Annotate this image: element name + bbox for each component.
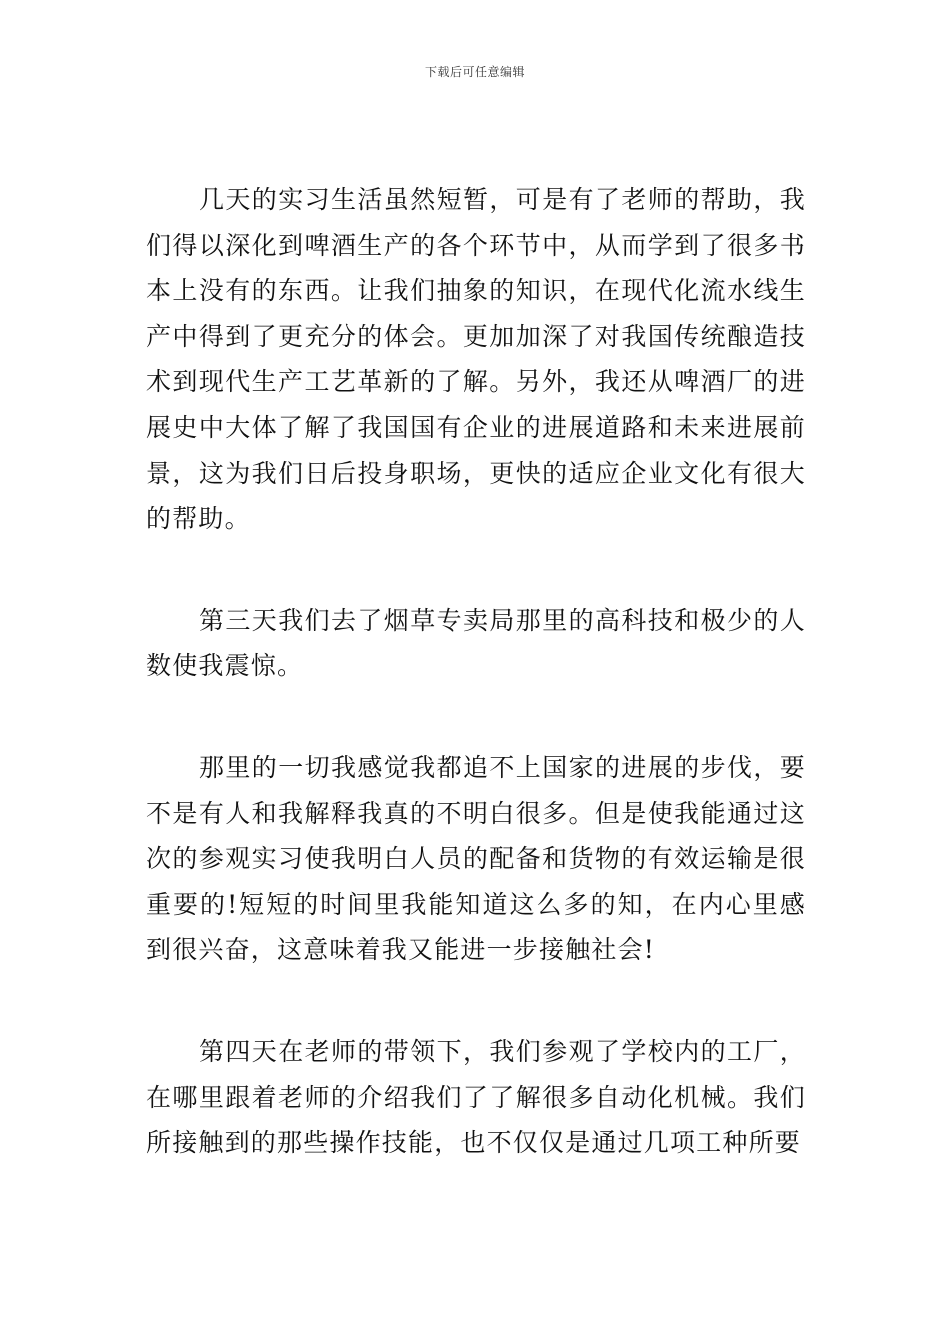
paragraph-2: 第三天我们去了烟草专卖局那里的高科技和极少的人数使我震惊。 xyxy=(146,605,806,681)
paragraph-1: 几天的实习生活虽然短暂，可是有了老师的帮助，我们得以深化到啤酒生产的各个环节中，从而学到了很多书本上没有的东西。让我们抽象的知识，在现代化流水线生产中得到了更充分的体会。更加加深了对我国传统酿造技术到现代生产工艺革新的了解。另外，我还从啤酒厂的进展史中大体了解了我国国有企业的进展道路和未来进展前景，这为我们日后投身职场，更快的适应企业文化有很大的帮助。 xyxy=(146,185,806,534)
document-body xyxy=(146,177,806,1166)
paragraph-3: 那里的一切我感觉我都追不上国家的进展的步伐，要不是有人和我解释我真的不明白很多。但是使我能通过这次的参观实习使我明白人员的配备和货物的有效运输是很重要的!短短的时间里我能知道这么多的知，在内心里感到很兴奋，这意味着我又能进一步接触社会! xyxy=(146,752,806,965)
page-header: 下载后可任意编辑 xyxy=(424,65,525,79)
paragraph-4: 第四天在老师的带领下，我们参观了学校内的工厂，在哪里跟着老师的介绍我们了了解很多自动化机械。我们所接触到的那些操作技能，也不仅仅是通过几项工种所要 xyxy=(146,1036,806,1158)
